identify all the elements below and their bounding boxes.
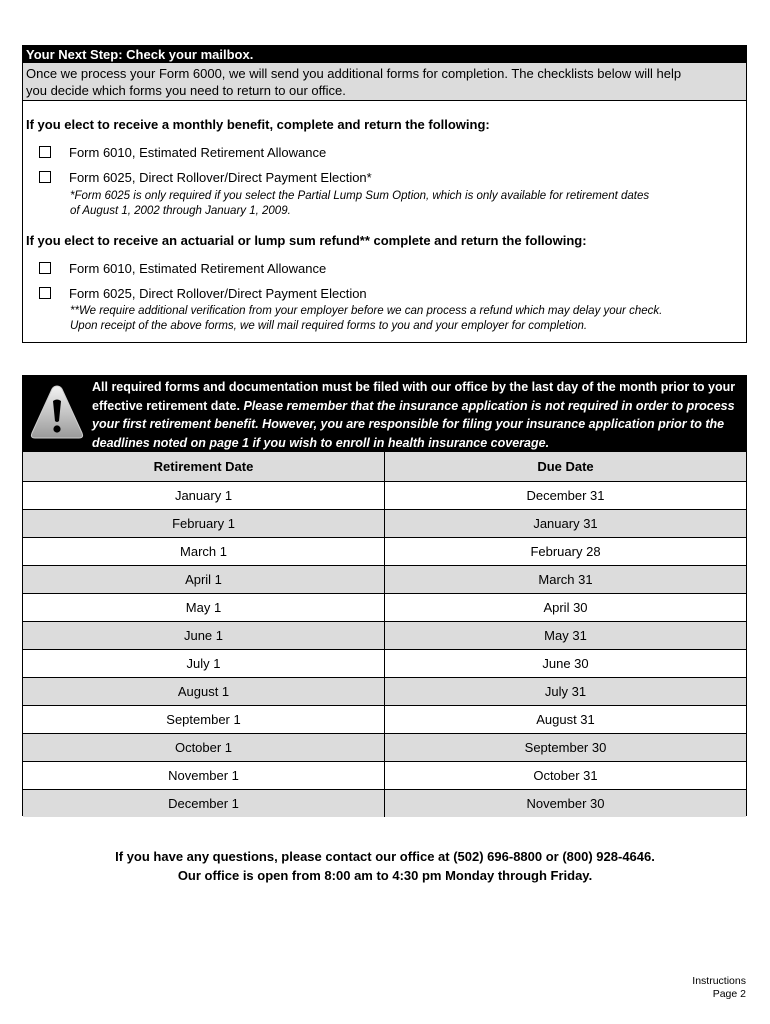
retirement-date-cell: December 1 (23, 790, 385, 817)
retirement-date-cell: June 1 (23, 622, 385, 649)
section-heading: Your Next Step: Check your mailbox. (23, 46, 746, 63)
due-date-cell: April 30 (543, 600, 588, 615)
checklist-item-monthly-6010[interactable] (39, 144, 326, 160)
monthly-benefit-heading: If you elect to receive a monthly benefit, complete and return the following: (26, 117, 490, 132)
retirement-date-cell: March 1 (23, 538, 385, 565)
table-row (23, 538, 746, 566)
table-row (23, 678, 746, 706)
contact-line-1: If you have any questions, please contact our office at (502) 696-8800 or (800) 928-4646. (115, 849, 655, 864)
table-row (23, 594, 746, 622)
due-date-cell: May 31 (544, 628, 587, 643)
footnote-line-2: Upon receipt of the above forms, we will mail required forms to you and your employer for completion. (70, 320, 588, 332)
table-header (23, 452, 746, 482)
table-row (23, 790, 746, 817)
checkbox-label: Form 6025, Direct Rollover/Direct Payment Election* (69, 169, 372, 185)
deadline-section (22, 375, 747, 816)
due-date-cell: February 28 (530, 544, 601, 559)
retirement-date-cell: February 1 (23, 510, 385, 537)
table-row (23, 650, 746, 678)
checklist-item-refund-6025[interactable] (39, 285, 367, 301)
table-row (23, 482, 746, 510)
checkbox[interactable] (39, 171, 51, 183)
table-row (23, 510, 746, 538)
section-intro (23, 63, 746, 101)
table-body (23, 482, 746, 817)
due-date-cell: March 31 (538, 572, 593, 587)
alert-italic-text: Please remember that the insurance application is not required in order to process your first retirement benefit. However, you are responsible for filing your insurance application prior to the deadlines noted on page 1 if you wish to enroll in health insurance coverage. (92, 398, 735, 450)
retirement-date-cell: May 1 (23, 594, 385, 621)
checkbox[interactable] (39, 287, 51, 299)
page-footer (692, 975, 746, 1001)
retirement-date-cell: November 1 (23, 762, 385, 789)
intro-line-1: Once we process your Form 6000, we will send you additional forms for completion. The checklists below will help (26, 66, 682, 81)
retirement-date-cell: September 1 (23, 706, 385, 733)
retirement-date-cell: August 1 (23, 678, 385, 705)
due-date-cell: November 30 (526, 796, 605, 811)
checkbox-label: Form 6010, Estimated Retirement Allowance (69, 260, 327, 276)
table-row (23, 762, 746, 790)
column-header-retirement-date: Retirement Date (23, 452, 385, 481)
retirement-date-cell: October 1 (23, 734, 385, 761)
footnote-line-2: of August 1, 2002 through January 1, 2009. (70, 205, 291, 217)
refund-heading: If you elect to receive an actuarial or lump sum refund** complete and return the following: (26, 233, 587, 248)
footer-label: Instructions (692, 975, 746, 987)
due-date-cell: June 30 (542, 656, 589, 671)
due-date-cell: July 31 (544, 684, 587, 699)
checklist-section (22, 45, 747, 343)
alert-banner (23, 376, 746, 452)
intro-line-2: you decide which forms you need to return to our office. (26, 83, 346, 98)
table-row (23, 734, 746, 762)
monthly-footnote (70, 189, 649, 219)
checkbox-label: Form 6025, Direct Rollover/Direct Payment Election (69, 285, 367, 301)
checkbox-label: Form 6010, Estimated Retirement Allowance (69, 144, 327, 160)
due-date-cell: January 31 (533, 516, 598, 531)
checklist-item-monthly-6025[interactable] (39, 169, 372, 185)
footnote-line-1: *Form 6025 is only required if you select the Partial Lump Sum Option, which is only available for retirement dates (70, 190, 650, 202)
alert-text (92, 378, 744, 452)
warning-icon (29, 383, 85, 441)
checkbox[interactable] (39, 146, 51, 158)
due-date-table (23, 452, 746, 817)
table-row (23, 622, 746, 650)
page-number: Page 2 (712, 988, 746, 1000)
column-header-due-date: Due Date (537, 459, 594, 474)
retirement-date-cell: July 1 (23, 650, 385, 677)
checklist-item-refund-6010[interactable] (39, 260, 326, 276)
alert-bold-text: All required forms and documentation must be filed with our office by the last day of the month prior to your effective retirement date. (92, 380, 736, 413)
retirement-date-cell: January 1 (23, 482, 385, 509)
checkbox[interactable] (39, 262, 51, 274)
due-date-cell: August 31 (536, 712, 595, 727)
contact-line-2: Our office is open from 8:00 am to 4:30 pm Monday through Friday. (177, 868, 593, 883)
due-date-cell: December 31 (526, 488, 605, 503)
due-date-cell: September 30 (524, 740, 607, 755)
table-row (23, 566, 746, 594)
due-date-cell: October 31 (533, 768, 598, 783)
retirement-date-cell: April 1 (23, 566, 385, 593)
footnote-line-1: **We require additional verification from your employer before we can process a refund which may delay your check. (70, 305, 663, 317)
table-row (23, 706, 746, 734)
refund-footnote (70, 304, 662, 334)
